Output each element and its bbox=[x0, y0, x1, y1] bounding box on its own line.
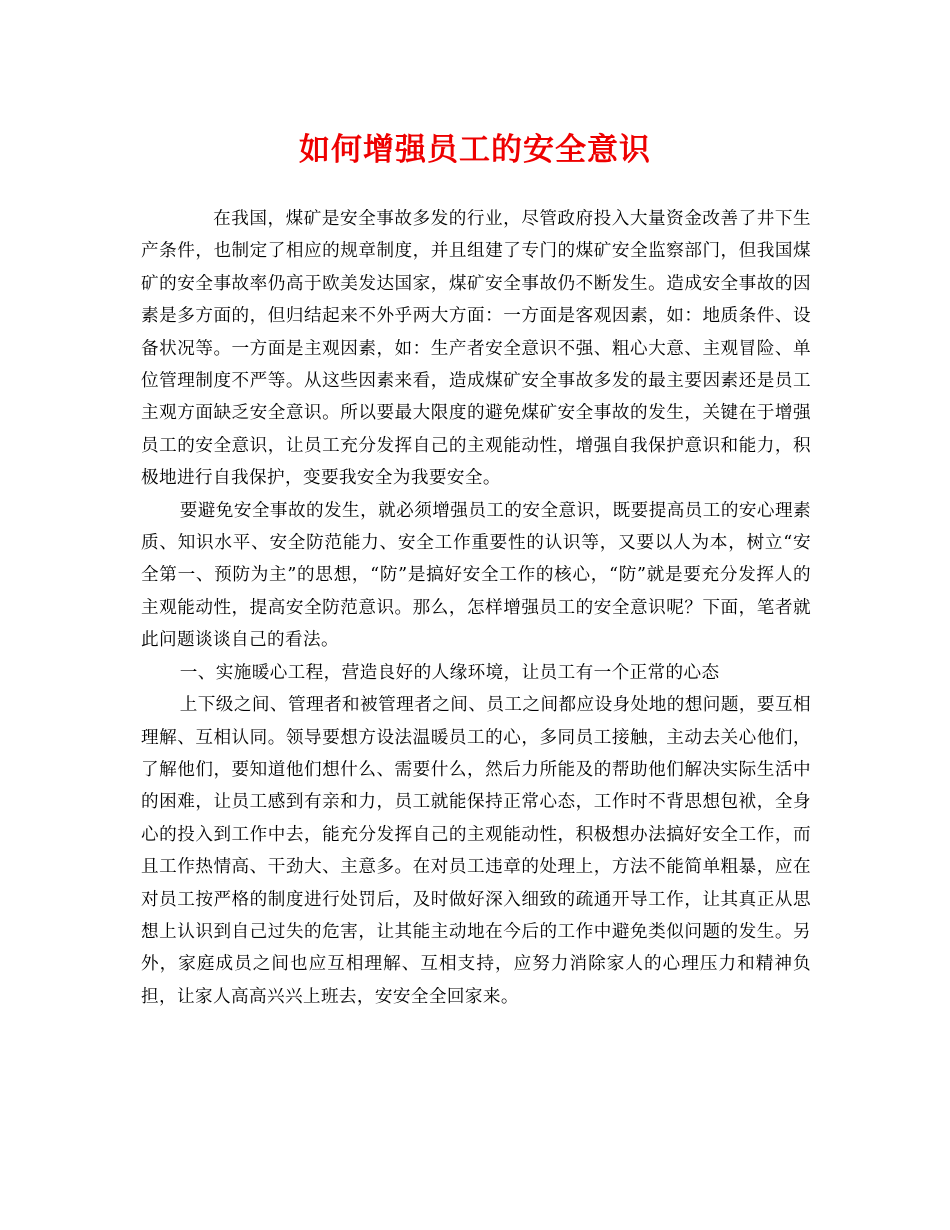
paragraph-warm-heart-project: 上下级之间、管理者和被管理者之间、员工之间都应设身处地的想问题，要互相理解、互相认同。领导要想方设法温暖员工的心，多同员工接触，主动去关心他们，了解他们，要知道他们想什么、需要什么，然后力所能及的帮助他们解决实际生活中的困难，让员工感到有亲和力，员工就能保持正常心态，工作时不背思想包袱，全身心的投入到工作中去，能充分发挥自己的主观能动性，积极想办法搞好安全工作，而且工作热情高、干劲大、主意多。在对员工违章的处理上，方法不能简单粗暴，应在对员工按严格的制度进行处罚后，及时做好深入细致的疏通开导工作，让其真正从思想上认识到自己过失的危害，让其能主动地在今后的工作中避免类似问题的发生。另外，家庭成员之间也应互相理解、互相支持，应努力消除家人的心理压力和精神负担，让家人高高兴兴上班去，安安全全回家来。 bbox=[141, 695, 811, 1007]
document-title: 如何增强员工的安全意识 bbox=[299, 132, 651, 168]
section-heading-warm-heart-project: 一、实施暖心工程，营造良好的人缘环境，让员工有一个正常的心态 bbox=[179, 662, 720, 683]
paragraph-intro: 在我国，煤矿是安全事故多发的行业，尽管政府投入大量资金改善了井下生产条件，也制定了相应的规章制度，并且组建了专门的煤矿安全监察部门，但我国煤矿的安全事故率仍高于欧美发达国家，煤矿安全事故仍不断发生。造成安全事故的因素是多方面的，但归结起来不外乎两大方面：一方面是客观因素，如：地质条件、设备状况等。一方面是主观因素，如：生产者安全意识不强、粗心大意、主观冒险、单位管理制度不严等。从这些因素来看，造成煤矿安全事故多发的最主要因素还是员工主观方面缺乏安全意识。所以要最大限度的避免煤矿安全事故的发生，关键在于增强员工的安全意识，让员工充分发挥自己的主观能动性，增强自我保护意识和能力，积极地进行自我保护，变要我安全为我要安全。 bbox=[141, 209, 811, 489]
paragraph-safety-awareness: 要避免安全事故的发生，就必须增强员工的安全意识，既要提高员工的安心理素质、知识水平、安全防范能力、安全工作重要性的认识等，又要以人为本，树立“安全第一、预防为主”的思想，“防”是搞好安全工作的核心，“防”就是要充分发挥人的主观能动性，提高安全防范意识。那么，怎样增强员工的安全意识呢？下面，笔者就此问题谈谈自己的看法。 bbox=[141, 500, 811, 651]
document-body bbox=[141, 203, 811, 1013]
